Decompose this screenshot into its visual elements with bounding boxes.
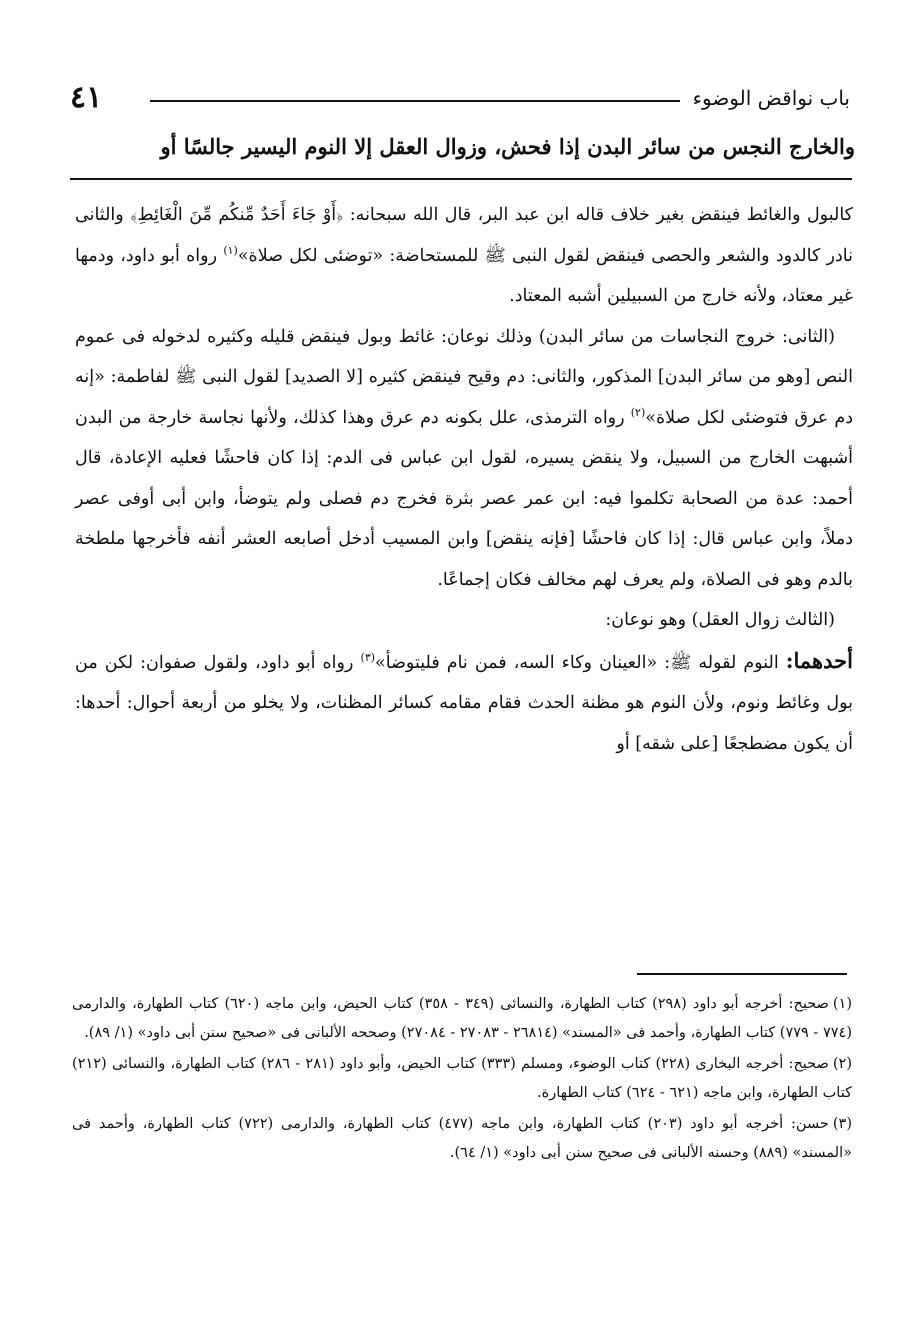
footnote-3-number: (٣) xyxy=(832,1116,852,1132)
footnote-1-text: صحيح: أخرجه أبو داود (٢٩٨) كتاب الطهارة، والنسائى (٣٤٩ - ٣٥٨) كتاب الحيض، وابن ماجه (٦٢٠) كتاب الطهارة، والدارمى (٧٧٤ - ٧٧٩) كتاب الطهارة، وأحمد فى «المسند» (٢٦٨١٤ - ٢٧٠٨٣ - ٢٧٠٨٤) وصححه الألبانى فى «صحيح سنن أبى داود» (١/ ٨٩). xyxy=(72,996,852,1041)
page-number: ٤١ xyxy=(70,80,103,115)
footnote-3-text: حسن: أخرجه أبو داود (٢٠٣) كتاب الطهارة، وابن ماجه (٤٧٧) كتاب الطهارة، والدارمى (٧٢٢) كتاب الطهارة، وأحمد فى «المسند» (٨٨٩) وحسنه الألبانى فى صحيح سنن أبى داود» (١/ ٦٤). xyxy=(72,1116,852,1161)
paragraph-1 xyxy=(75,195,853,317)
footnote-2-text: صحيح: أخرجه البخارى (٢٢٨) كتاب الوضوء، ومسلم (٣٣٣) كتاب الحيض، وأبو داود (٢٨١ - ٢٨٦) كتاب الطهارة، والنسائى (٢١٢) كتاب الطهارة، وابن ماجه (٦٢١ - ٦٢٤) كتاب الطهارة. xyxy=(72,1056,852,1101)
paragraph-3: (الثالث زوال العقل) وهو نوعان: xyxy=(605,610,835,630)
matn-divider xyxy=(70,178,852,180)
paragraph-4-end: رواه أبو داود، ولقول صفوان: لكن من بول وغائط ونوم، ولأن النوم هو مظنة الحدث فقام مقامه كسائر المظنات، ولا يخلو من أربعة أحوال: أحدها: أن يكون مضطجعًا [على شقه] أو xyxy=(75,652,853,754)
footnotes xyxy=(72,990,852,1170)
commentary-body xyxy=(75,195,853,764)
paragraph-4 xyxy=(75,641,853,765)
page-header xyxy=(70,80,850,116)
paragraph-4-lead: أحدهما: xyxy=(785,647,853,673)
footnote-ref-1[interactable]: (١) xyxy=(223,243,238,257)
footnote-2-number: (٢) xyxy=(832,1056,852,1072)
footnote-2 xyxy=(72,1050,852,1108)
paragraph-4-text: النوم لقوله ﷺ: «العينان وكاء السه، فمن نام فليتوضأ» xyxy=(375,652,786,673)
header-rule xyxy=(150,100,680,102)
footnote-ref-3[interactable]: (٣) xyxy=(360,650,376,664)
paragraph-2-end: رواه الترمذى، علل بكونه دم عرق وهذا كذلك، ولأنها نجاسة خارجة من البدن أشبهت الخارج من السبيل، ولا ينقض يسيره، لقول ابن عباس فى الدم: إذا كان فاحشًا فعليه الإعادة، قال أحمد: عدة من الصحابة تكلموا فيه: ابن عمر عصر بثرة فخرج دم فصلى ولم يتوضأ، وابن أبى أوفى عصر دملاً، وابن عباس قال: إذا كان فاحشًا [فإنه ينقض] وابن المسيب أدخل أصابعه العشر أنفه فأخرجها ملطخة بالدم وهو فى الصلاة، ولم يعرف لهم مخالف فكان إجماعًا. xyxy=(75,407,853,590)
footnote-3 xyxy=(72,1110,852,1168)
footnote-1-number: (١) xyxy=(832,996,853,1012)
chapter-title: باب نواقض الوضوء xyxy=(692,86,850,110)
paragraph-1-text: كالبول والغائط فينقض بغير خلاف قاله ابن عبد البر، قال الله سبحانه: ﴿أَوْ جَاءَ أَحَدٌ مِّنكُم مِّنَ الْغَائِطِ﴾ والثانى نادر كالدود والشعر والحصى فينقض لقول النبى ﷺ للمستحاضة: «توضئى لكل صلاة» xyxy=(75,205,853,266)
paragraph-2-text: (الثانى: خروج النجاسات من سائر البدن) وذلك نوعان: غائط وبول فينقض قليله وكثيره لدخوله فى عموم النص [وهو من سائر البدن] المذكور، والثانى: دم وقيح فينقض كثيره [لا الصديد] لقول النبى ﷺ لفاطمة: «إنه دم عرق فتوضئى لكل صلاة» xyxy=(75,326,853,428)
footnote-divider xyxy=(637,973,847,975)
footnote-1 xyxy=(72,990,852,1048)
matn-text: والخارج النجس من سائر البدن إذا فحش، وزوال العقل إلا النوم اليسير جالسًا أو xyxy=(160,134,855,159)
paragraph-2 xyxy=(75,317,853,601)
footnote-ref-2[interactable]: (٢) xyxy=(630,405,646,419)
paragraph-1-end: رواه أبو داود، ودمها غير معتاد، ولأنه خارج من السبيلين أشبه المعتاد. xyxy=(75,245,853,306)
